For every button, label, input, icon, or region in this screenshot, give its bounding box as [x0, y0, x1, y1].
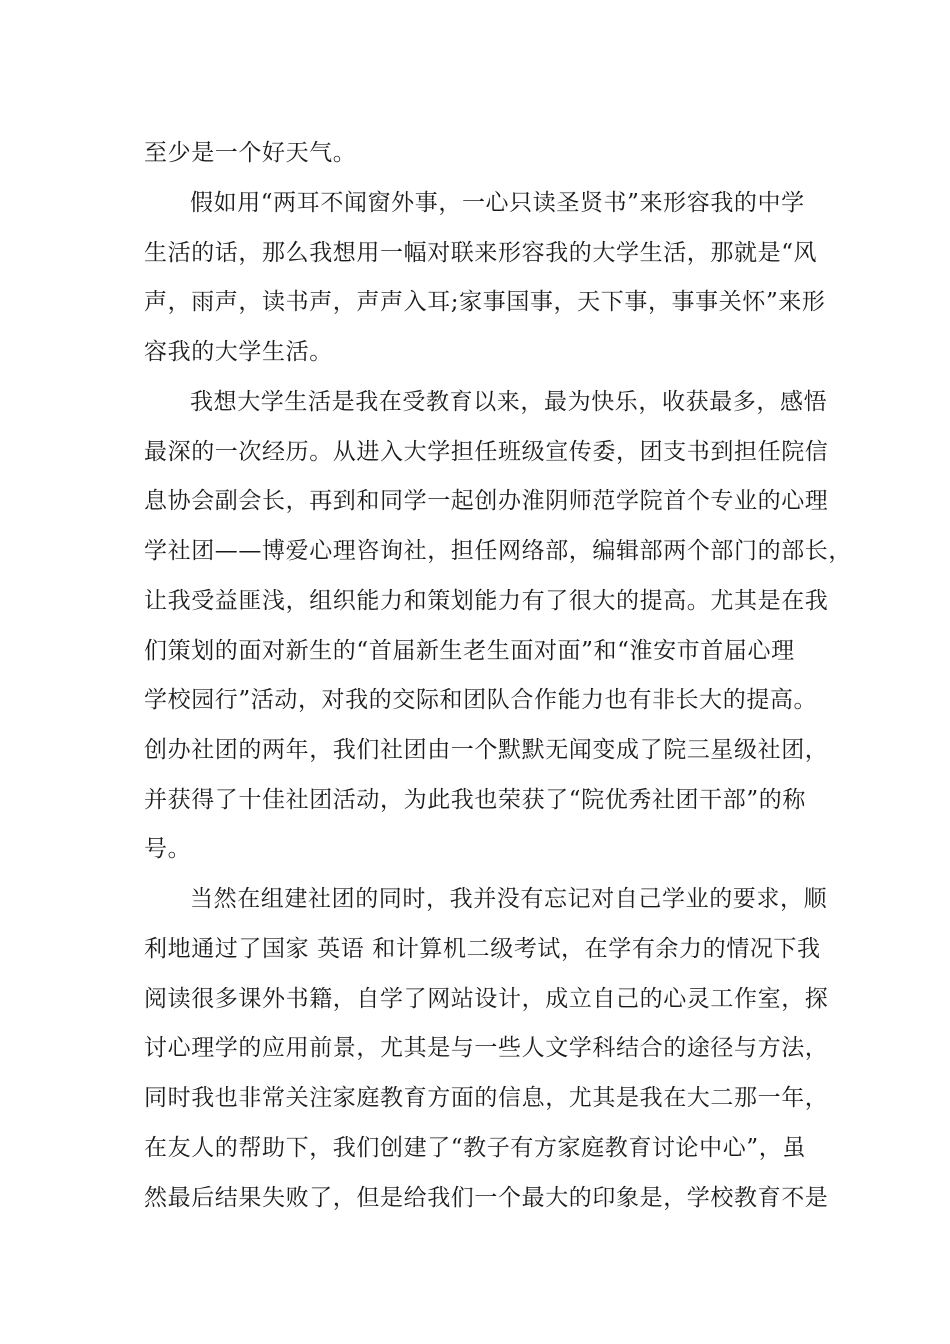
text-line: 讨心理学的应用前景，尤其是与一些人文学科结合的途径与方法， [144, 1035, 829, 1061]
text-line: 至少是一个好天气。 [144, 140, 357, 166]
paragraph-first-line: 当然在组建社团的同时，我并没有忘记对自己学业的要求，顺 [190, 886, 828, 912]
paragraph-first-line: 我想大学生活是我在受教育以来，最为快乐，收获最多，感悟 [190, 389, 828, 415]
text-line: 在友人的帮助下，我们创建了“教子有方家庭教育讨论中心”，虽 [144, 1135, 806, 1161]
text-line: 号。 [144, 836, 192, 862]
text-line: 学校园行”活动，对我的交际和团队合作能力也有非长大的提高。 [144, 687, 818, 713]
text-line: 最深的一次经历。从进入大学担任班级宣传委，团支书到担任院信 [144, 439, 829, 465]
text-line: 阅读很多课外书籍，自学了网站设计，成立自己的心灵工作室，探 [144, 986, 829, 1012]
text-line: 同时我也非常关注家庭教育方面的信息，尤其是我在大二那一年， [144, 1085, 829, 1111]
text-line: 生活的话，那么我想用一幅对联来形容我的大学生活，那就是“风 [144, 240, 818, 266]
text-line: 学社团——博爱心理咨询社，担任网络部，编辑部两个部门的部长， [144, 538, 852, 564]
text-line: 容我的大学生活。 [144, 339, 333, 365]
text-line: 声，雨声，读书声，声声入耳;家事国事，天下事，事事关怀”来形 [144, 289, 826, 315]
text-line: 并获得了十佳社团活动，为此我也荣获了“院优秀社团干部”的称 [144, 787, 806, 813]
text-line: 息协会副会长，再到和同学一起创办淮阴师范学院首个专业的心理 [144, 488, 829, 514]
text-line: 创办社团的两年，我们社团由一个默默无闻变成了院三星级社团， [144, 737, 829, 763]
text-line: 们策划的面对新生的“首届新生老生面对面”和“淮安市首届心理 [144, 638, 795, 664]
paragraph-first-line: 假如用“两耳不闻窗外事，一心只读圣贤书”来形容我的中学 [190, 190, 805, 216]
text-line: 让我受益匪浅，组织能力和策划能力有了很大的提高。尤其是在我 [144, 588, 829, 614]
text-line: 然最后结果失败了，但是给我们一个最大的印象是，学校教育不是 [144, 1185, 829, 1211]
text-line: 利地通过了国家 英语 和计算机二级考试，在学有余力的情况下我 [144, 936, 821, 962]
